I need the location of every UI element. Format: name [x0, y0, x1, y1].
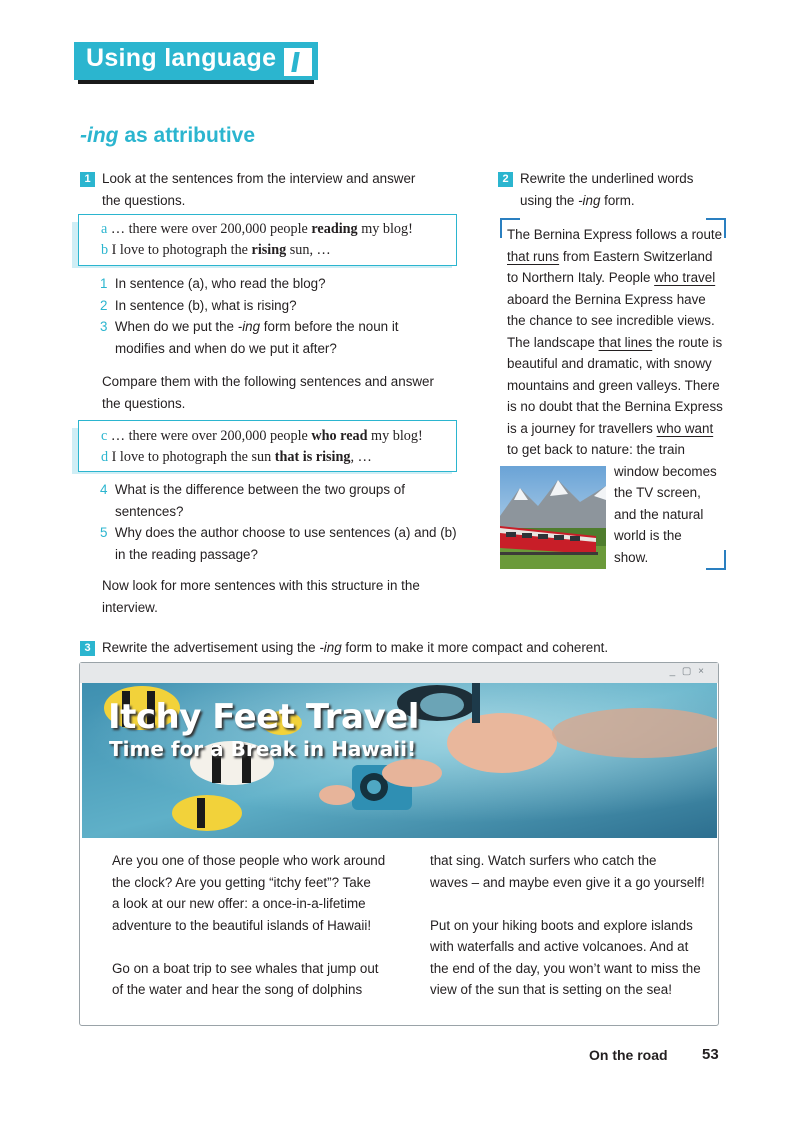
questions-1-3: 1 In sentence (a), who read the blog? 2 In sentence (b), what is rising? 3 When do we put the -ing form before the noun it modifies and when do we put it after?	[100, 273, 460, 359]
ex3-intro: Rewrite the advertisement using the -ing form to make it more compact and coherent.	[102, 640, 609, 655]
ex1-intro: Look at the sentences from the interview and answer the questions.	[102, 171, 416, 208]
question-3: 3 When do we put the -ing form before the noun it	[100, 319, 399, 334]
exercise-number-3: 3	[80, 641, 95, 656]
example-box-cd	[78, 420, 457, 472]
exercise-number-2: 2	[498, 172, 513, 187]
footer-chapter: On the road	[589, 1047, 668, 1063]
ad-title: Itchy Feet Travel	[108, 697, 419, 737]
ex2-intro: Rewrite the underlined words using the -ing form.	[520, 171, 694, 208]
example-a: a … there were over 200,000 people reading my blog!	[101, 221, 413, 237]
window-titlebar	[80, 663, 718, 683]
section-title: -ing as attributive	[80, 124, 256, 147]
ad-text-col2: that sing. Watch surfers who catch the waves – and maybe even give it a go yourself! Put on your hiking boots and explore islands with waterfalls and active volcanoes. And at the end of the day, you won’t want to miss the view of the sun that is setting on the sea!	[430, 853, 705, 997]
train-photo	[500, 466, 606, 569]
page-number: 53	[702, 1046, 719, 1063]
advertisement-window	[79, 662, 719, 1026]
questions-4-5: 4 What is the difference between the two groups of sentences? 5 Why does the author choose to use sentences (a) and (b) in the reading passage?	[100, 479, 470, 565]
question-1: 1 In sentence (a), who read the blog?	[100, 276, 326, 291]
page-title: Using language	[86, 44, 277, 72]
ad-text-col1: Are you one of those people who work around the clock? Are you getting “itchy feet”? Take a look at our new offer: a once-in-a-lifetime adventure to the beautiful islands of Hawaii! Go on a boat trip to see whales that jump out of the water and hear the song of dolphins	[112, 853, 386, 997]
example-b: b I love to photograph the rising sun, …	[101, 242, 331, 258]
example-d: d I love to photograph the sun that is rising, …	[101, 449, 372, 465]
question-5: 5 Why does the author choose to use sentences (a) and (b)	[100, 525, 457, 540]
question-4: 4 What is the difference between the two groups of	[100, 482, 405, 497]
example-box-ab	[78, 214, 457, 266]
exercise-number-1: 1	[80, 172, 95, 187]
compare-instruction: Compare them with the following sentences and answer the questions.	[102, 374, 434, 411]
now-instruction: Now look for more sentences with this structure in the interview.	[102, 578, 420, 615]
question-2: 2 In sentence (b), what is rising?	[100, 297, 297, 313]
window-controls[interactable]: _ ▢ ×	[669, 666, 706, 677]
bernina-passage: The Bernina Express follows a route that runs from Eastern Switzerland to Northern Italy. People who travel aboard the Bernina Express have the chance to see incredible views. The landscape that lines the route is beautiful and dramatic, with snowy mountains and green valleys. There is no doubt that the Bernina Express is a journey for travellers who want to get back to nature: the train window becomes the TV screen, and the natural world is the show.	[507, 227, 723, 565]
example-c: c … there were over 200,000 people who read my blog!	[101, 428, 423, 444]
ad-subtitle: Time for a Break in Hawaii!	[109, 737, 417, 761]
